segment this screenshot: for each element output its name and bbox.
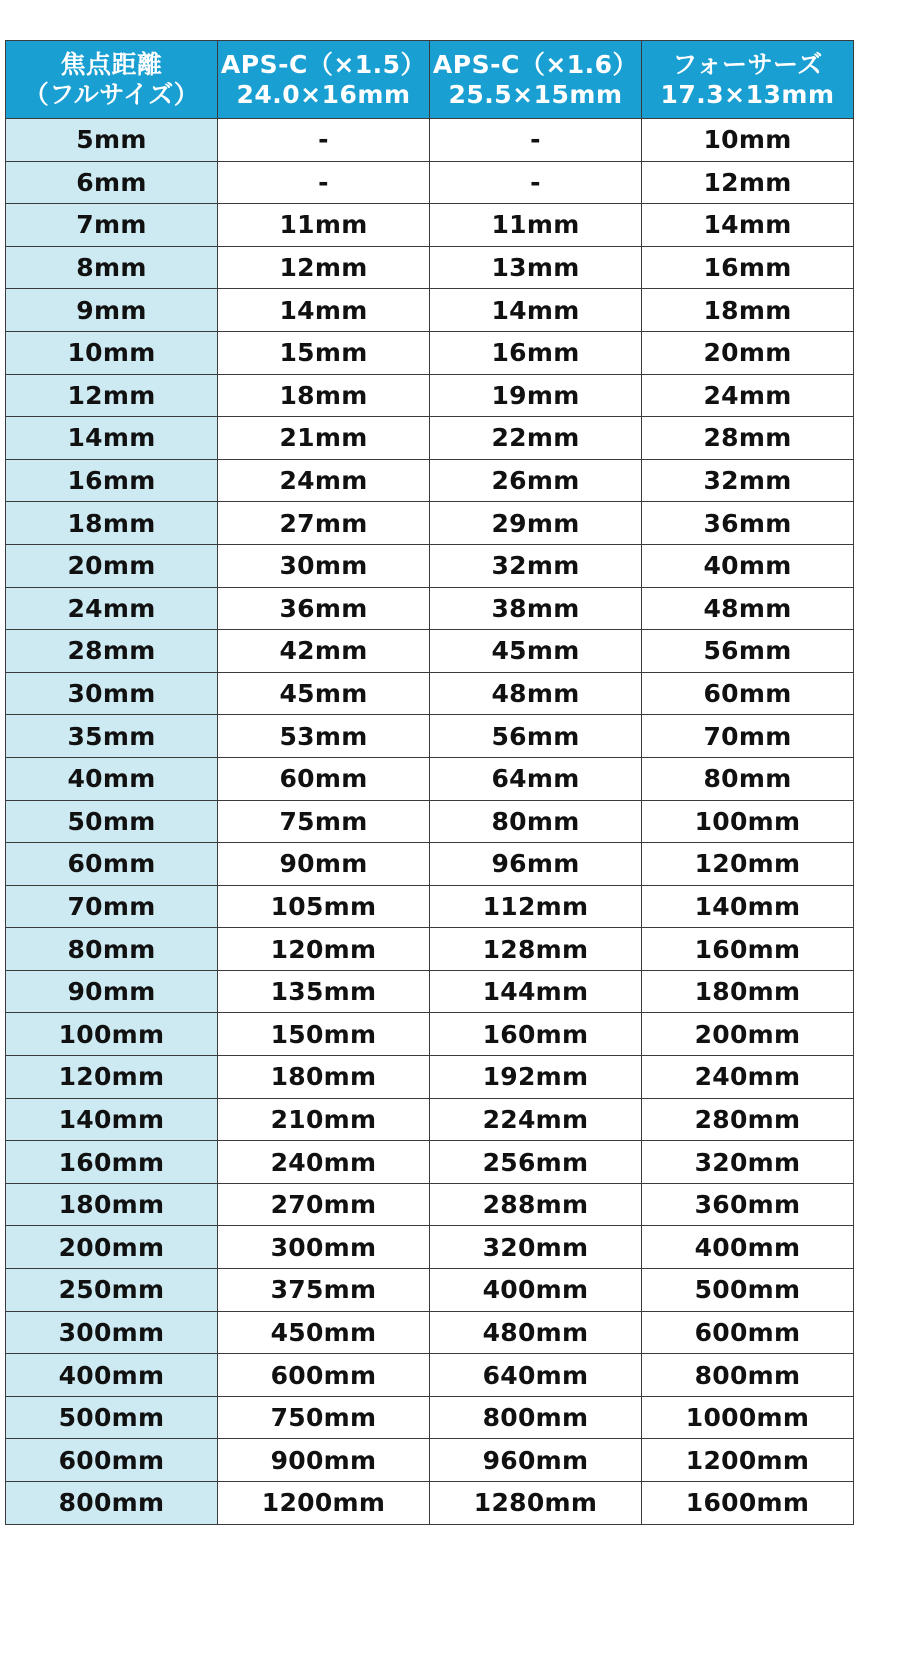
- table-row: [6, 331, 854, 374]
- cell-aps-c-15-equivalent: 14mm: [218, 289, 430, 332]
- cell-aps-c-16-equivalent: 192mm: [430, 1056, 642, 1099]
- cell-aps-c-15-equivalent: 150mm: [218, 1013, 430, 1056]
- cell-aps-c-16-equivalent: 960mm: [430, 1439, 642, 1482]
- table-row: [6, 417, 854, 460]
- cell-full-size-focal-length: 180mm: [6, 1183, 218, 1226]
- cell-four-thirds-equivalent: 56mm: [642, 630, 854, 673]
- cell-aps-c-15-equivalent: 45mm: [218, 672, 430, 715]
- cell-four-thirds-equivalent: 24mm: [642, 374, 854, 417]
- cell-aps-c-15-equivalent: 210mm: [218, 1098, 430, 1141]
- table-row: [6, 1056, 854, 1099]
- cell-aps-c-15-equivalent: 24mm: [218, 459, 430, 502]
- cell-aps-c-15-equivalent: 1200mm: [218, 1482, 430, 1525]
- cell-aps-c-16-equivalent: -: [430, 119, 642, 162]
- header-four-thirds: [642, 41, 854, 119]
- table-row: [6, 1226, 854, 1269]
- cell-four-thirds-equivalent: 14mm: [642, 204, 854, 247]
- header-four-thirds-line1: フォーサーズ: [672, 49, 823, 79]
- table-row: [6, 757, 854, 800]
- header-full-size: [6, 41, 218, 119]
- cell-aps-c-15-equivalent: -: [218, 119, 430, 162]
- cell-aps-c-15-equivalent: 18mm: [218, 374, 430, 417]
- cell-full-size-focal-length: 500mm: [6, 1396, 218, 1439]
- cell-aps-c-15-equivalent: 53mm: [218, 715, 430, 758]
- cell-aps-c-15-equivalent: 36mm: [218, 587, 430, 630]
- table-row: [6, 374, 854, 417]
- cell-aps-c-16-equivalent: 13mm: [430, 246, 642, 289]
- cell-four-thirds-equivalent: 180mm: [642, 970, 854, 1013]
- header-aps-c-16: [430, 41, 642, 119]
- cell-four-thirds-equivalent: 120mm: [642, 843, 854, 886]
- cell-four-thirds-equivalent: 40mm: [642, 544, 854, 587]
- cell-aps-c-16-equivalent: 224mm: [430, 1098, 642, 1141]
- cell-aps-c-15-equivalent: 15mm: [218, 331, 430, 374]
- cell-aps-c-15-equivalent: 300mm: [218, 1226, 430, 1269]
- cell-aps-c-16-equivalent: 22mm: [430, 417, 642, 460]
- cell-full-size-focal-length: 60mm: [6, 843, 218, 886]
- table-row: [6, 1482, 854, 1525]
- cell-full-size-focal-length: 70mm: [6, 885, 218, 928]
- cell-four-thirds-equivalent: 10mm: [642, 119, 854, 162]
- table-row: [6, 1013, 854, 1056]
- cell-full-size-focal-length: 5mm: [6, 119, 218, 162]
- table-row: [6, 928, 854, 971]
- cell-full-size-focal-length: 40mm: [6, 757, 218, 800]
- table-row: [6, 459, 854, 502]
- table-row: [6, 885, 854, 928]
- cell-aps-c-15-equivalent: -: [218, 161, 430, 204]
- cell-four-thirds-equivalent: 48mm: [642, 587, 854, 630]
- cell-aps-c-15-equivalent: 270mm: [218, 1183, 430, 1226]
- cell-four-thirds-equivalent: 32mm: [642, 459, 854, 502]
- header-aps-c-15-line2: 24.0×16mm: [236, 79, 411, 109]
- cell-four-thirds-equivalent: 70mm: [642, 715, 854, 758]
- cell-aps-c-16-equivalent: 56mm: [430, 715, 642, 758]
- cell-four-thirds-equivalent: 160mm: [642, 928, 854, 971]
- cell-aps-c-16-equivalent: 48mm: [430, 672, 642, 715]
- table-row: [6, 970, 854, 1013]
- cell-four-thirds-equivalent: 280mm: [642, 1098, 854, 1141]
- cell-aps-c-16-equivalent: 19mm: [430, 374, 642, 417]
- table-row: [6, 1141, 854, 1184]
- cell-four-thirds-equivalent: 60mm: [642, 672, 854, 715]
- cell-full-size-focal-length: 90mm: [6, 970, 218, 1013]
- header-aps-c-15-line1: APS-C（×1.5）: [220, 49, 427, 79]
- cell-aps-c-15-equivalent: 27mm: [218, 502, 430, 545]
- cell-aps-c-16-equivalent: 1280mm: [430, 1482, 642, 1525]
- cell-aps-c-15-equivalent: 90mm: [218, 843, 430, 886]
- cell-aps-c-15-equivalent: 42mm: [218, 630, 430, 673]
- cell-full-size-focal-length: 18mm: [6, 502, 218, 545]
- cell-aps-c-16-equivalent: 480mm: [430, 1311, 642, 1354]
- cell-aps-c-16-equivalent: 32mm: [430, 544, 642, 587]
- cell-four-thirds-equivalent: 12mm: [642, 161, 854, 204]
- table-row: [6, 630, 854, 673]
- cell-four-thirds-equivalent: 100mm: [642, 800, 854, 843]
- header-aps-c-16-line1: APS-C（×1.6）: [432, 49, 639, 79]
- cell-four-thirds-equivalent: 1600mm: [642, 1482, 854, 1525]
- table-row: [6, 502, 854, 545]
- cell-aps-c-15-equivalent: 240mm: [218, 1141, 430, 1184]
- cell-aps-c-16-equivalent: 320mm: [430, 1226, 642, 1269]
- cell-four-thirds-equivalent: 200mm: [642, 1013, 854, 1056]
- cell-four-thirds-equivalent: 400mm: [642, 1226, 854, 1269]
- cell-aps-c-16-equivalent: 14mm: [430, 289, 642, 332]
- cell-aps-c-15-equivalent: 12mm: [218, 246, 430, 289]
- cell-four-thirds-equivalent: 20mm: [642, 331, 854, 374]
- cell-full-size-focal-length: 35mm: [6, 715, 218, 758]
- cell-four-thirds-equivalent: 800mm: [642, 1354, 854, 1397]
- cell-four-thirds-equivalent: 18mm: [642, 289, 854, 332]
- table-row: [6, 1396, 854, 1439]
- cell-aps-c-16-equivalent: 38mm: [430, 587, 642, 630]
- cell-full-size-focal-length: 100mm: [6, 1013, 218, 1056]
- cell-aps-c-15-equivalent: 60mm: [218, 757, 430, 800]
- cell-aps-c-15-equivalent: 11mm: [218, 204, 430, 247]
- table-row: [6, 204, 854, 247]
- cell-full-size-focal-length: 600mm: [6, 1439, 218, 1482]
- cell-aps-c-15-equivalent: 450mm: [218, 1311, 430, 1354]
- cell-aps-c-15-equivalent: 750mm: [218, 1396, 430, 1439]
- cell-full-size-focal-length: 6mm: [6, 161, 218, 204]
- cell-aps-c-16-equivalent: 96mm: [430, 843, 642, 886]
- cell-full-size-focal-length: 12mm: [6, 374, 218, 417]
- table-row: [6, 246, 854, 289]
- table-row: [6, 1439, 854, 1482]
- table-row: [6, 544, 854, 587]
- table-row: [6, 800, 854, 843]
- header-row: [6, 41, 854, 119]
- cell-aps-c-15-equivalent: 180mm: [218, 1056, 430, 1099]
- cell-aps-c-16-equivalent: 800mm: [430, 1396, 642, 1439]
- table-row: [6, 672, 854, 715]
- cell-aps-c-16-equivalent: 26mm: [430, 459, 642, 502]
- cell-full-size-focal-length: 30mm: [6, 672, 218, 715]
- cell-aps-c-15-equivalent: 105mm: [218, 885, 430, 928]
- table-row: [6, 161, 854, 204]
- table-row: [6, 119, 854, 162]
- cell-aps-c-15-equivalent: 30mm: [218, 544, 430, 587]
- cell-full-size-focal-length: 16mm: [6, 459, 218, 502]
- cell-aps-c-16-equivalent: 64mm: [430, 757, 642, 800]
- cell-full-size-focal-length: 800mm: [6, 1482, 218, 1525]
- cell-four-thirds-equivalent: 140mm: [642, 885, 854, 928]
- header-four-thirds-line2: 17.3×13mm: [660, 79, 835, 109]
- cell-full-size-focal-length: 140mm: [6, 1098, 218, 1141]
- cell-aps-c-15-equivalent: 900mm: [218, 1439, 430, 1482]
- table-row: [6, 715, 854, 758]
- cell-four-thirds-equivalent: 80mm: [642, 757, 854, 800]
- cell-four-thirds-equivalent: 360mm: [642, 1183, 854, 1226]
- cell-full-size-focal-length: 50mm: [6, 800, 218, 843]
- cell-four-thirds-equivalent: 600mm: [642, 1311, 854, 1354]
- cell-full-size-focal-length: 120mm: [6, 1056, 218, 1099]
- cell-aps-c-15-equivalent: 135mm: [218, 970, 430, 1013]
- cell-aps-c-16-equivalent: 45mm: [430, 630, 642, 673]
- header-aps-c-16-line2: 25.5×15mm: [448, 79, 623, 109]
- table-row: [6, 1098, 854, 1141]
- cell-aps-c-15-equivalent: 75mm: [218, 800, 430, 843]
- cell-aps-c-16-equivalent: 144mm: [430, 970, 642, 1013]
- conversion-table-wrapper: [5, 40, 853, 1525]
- cell-aps-c-15-equivalent: 21mm: [218, 417, 430, 460]
- cell-full-size-focal-length: 28mm: [6, 630, 218, 673]
- cell-aps-c-16-equivalent: 29mm: [430, 502, 642, 545]
- cell-four-thirds-equivalent: 1200mm: [642, 1439, 854, 1482]
- table-row: [6, 1311, 854, 1354]
- cell-full-size-focal-length: 24mm: [6, 587, 218, 630]
- cell-full-size-focal-length: 400mm: [6, 1354, 218, 1397]
- cell-four-thirds-equivalent: 1000mm: [642, 1396, 854, 1439]
- cell-aps-c-15-equivalent: 120mm: [218, 928, 430, 971]
- table-row: [6, 587, 854, 630]
- cell-aps-c-16-equivalent: 288mm: [430, 1183, 642, 1226]
- table-row: [6, 1354, 854, 1397]
- cell-full-size-focal-length: 20mm: [6, 544, 218, 587]
- cell-full-size-focal-length: 8mm: [6, 246, 218, 289]
- cell-aps-c-15-equivalent: 375mm: [218, 1269, 430, 1312]
- cell-full-size-focal-length: 250mm: [6, 1269, 218, 1312]
- cell-aps-c-16-equivalent: 400mm: [430, 1269, 642, 1312]
- cell-aps-c-16-equivalent: 640mm: [430, 1354, 642, 1397]
- header-full-size-line2: （フルサイズ）: [23, 79, 200, 109]
- cell-four-thirds-equivalent: 240mm: [642, 1056, 854, 1099]
- table-row: [6, 289, 854, 332]
- cell-aps-c-16-equivalent: 16mm: [430, 331, 642, 374]
- cell-aps-c-16-equivalent: 112mm: [430, 885, 642, 928]
- cell-full-size-focal-length: 10mm: [6, 331, 218, 374]
- cell-full-size-focal-length: 300mm: [6, 1311, 218, 1354]
- cell-aps-c-16-equivalent: 128mm: [430, 928, 642, 971]
- table-body: [6, 119, 854, 1525]
- header-aps-c-15: [218, 41, 430, 119]
- cell-full-size-focal-length: 7mm: [6, 204, 218, 247]
- cell-full-size-focal-length: 200mm: [6, 1226, 218, 1269]
- cell-aps-c-16-equivalent: 11mm: [430, 204, 642, 247]
- cell-full-size-focal-length: 160mm: [6, 1141, 218, 1184]
- table-row: [6, 1183, 854, 1226]
- cell-four-thirds-equivalent: 500mm: [642, 1269, 854, 1312]
- cell-full-size-focal-length: 80mm: [6, 928, 218, 971]
- focal-length-conversion-table: [5, 40, 854, 1525]
- cell-aps-c-16-equivalent: -: [430, 161, 642, 204]
- table-header: [6, 41, 854, 119]
- cell-aps-c-15-equivalent: 600mm: [218, 1354, 430, 1397]
- table-row: [6, 1269, 854, 1312]
- cell-aps-c-16-equivalent: 256mm: [430, 1141, 642, 1184]
- header-full-size-line1: 焦点距離: [60, 49, 163, 79]
- cell-four-thirds-equivalent: 28mm: [642, 417, 854, 460]
- cell-full-size-focal-length: 9mm: [6, 289, 218, 332]
- cell-four-thirds-equivalent: 320mm: [642, 1141, 854, 1184]
- table-row: [6, 843, 854, 886]
- cell-full-size-focal-length: 14mm: [6, 417, 218, 460]
- cell-four-thirds-equivalent: 16mm: [642, 246, 854, 289]
- cell-aps-c-16-equivalent: 80mm: [430, 800, 642, 843]
- cell-aps-c-16-equivalent: 160mm: [430, 1013, 642, 1056]
- cell-four-thirds-equivalent: 36mm: [642, 502, 854, 545]
